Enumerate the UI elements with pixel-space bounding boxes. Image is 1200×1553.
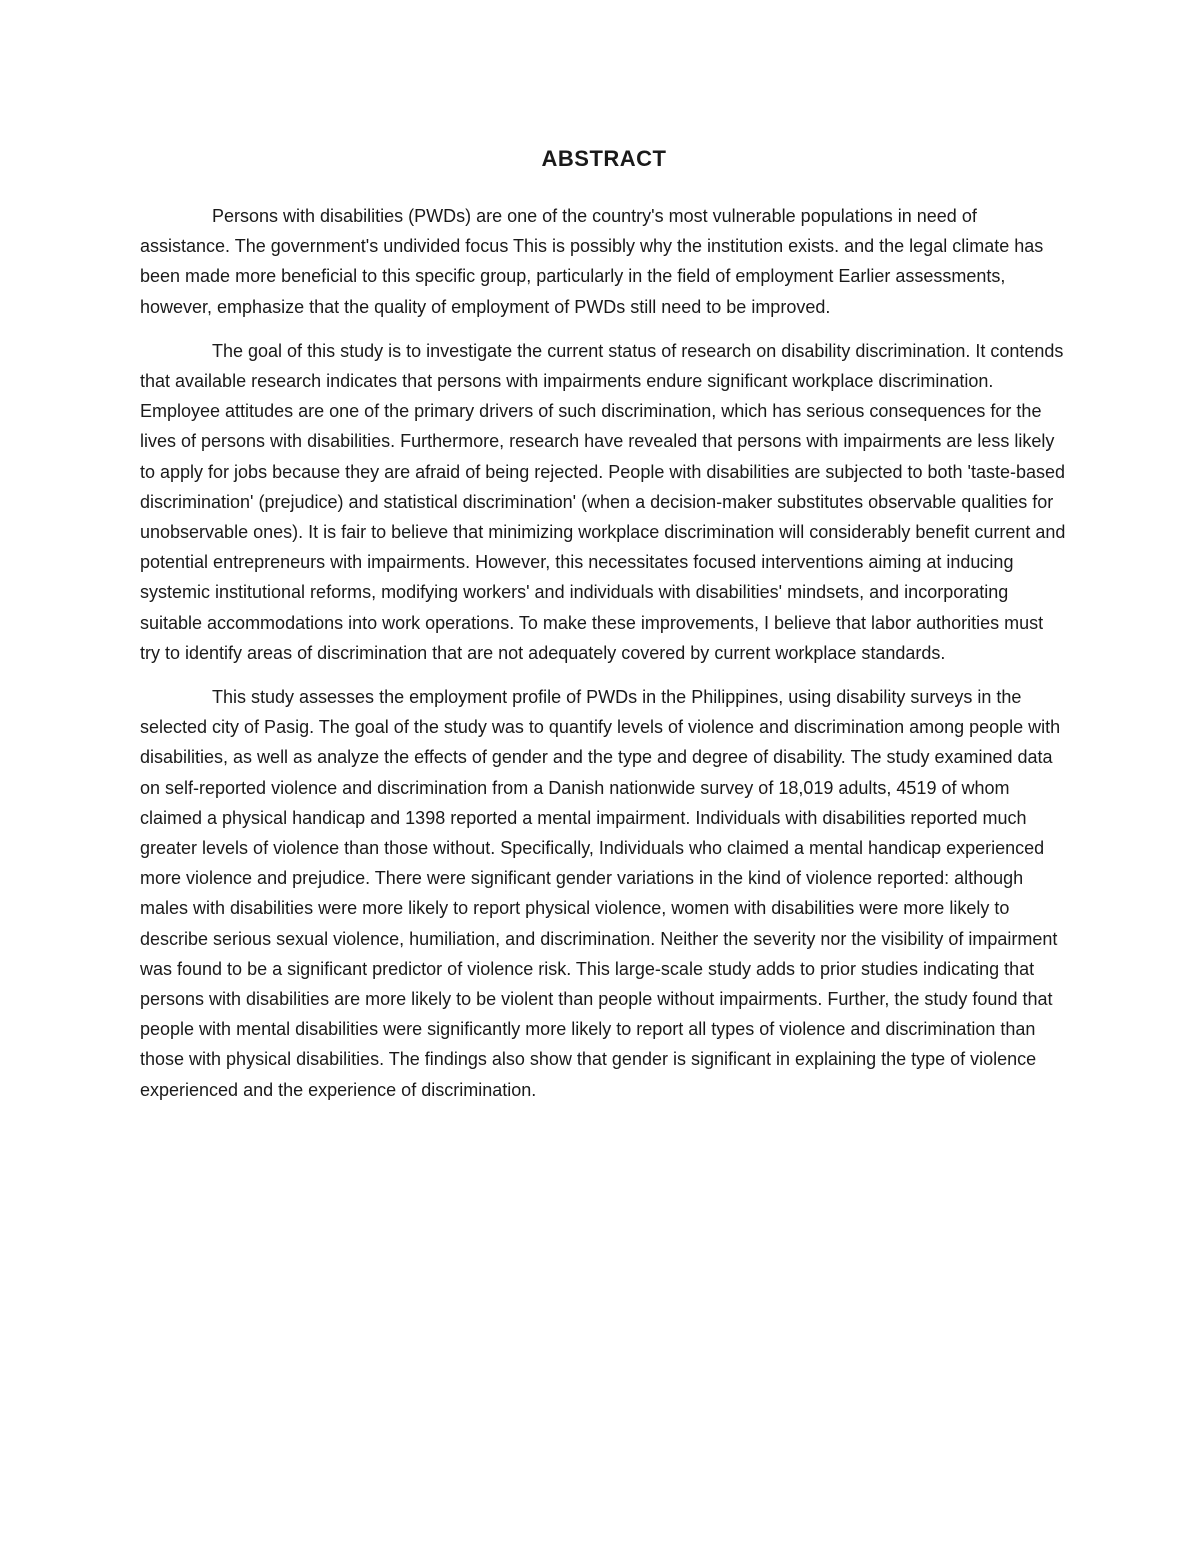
abstract-paragraph-2: The goal of this study is to investigate the current status of research on disability discrimination. It contends that available research indicates that persons with impairments endure significant workplace discrimination. Employee attitudes are one of the primary drivers of such discrimination, which has serious consequences for the lives of persons with disabilities. Furthermore, research have revealed that persons with impairments are less likely to apply for jobs because they are afraid of being rejected. People with disabilities are subjected to both 'taste-based discrimination' (prejudice) and statistical discrimination' (when a decision-maker substitutes observable qualities for unobservable ones). It is fair to believe that minimizing workplace discrimination will considerably benefit current and potential entrepreneurs with impairments. However, this necessitates focused interventions aiming at inducing systemic institutional reforms, modifying workers' and individuals with disabilities' mindsets, and incorporating suitable accommodations into work operations. To make these improvements, I believe that labor authorities must try to identify areas of discrimination that are not adequately covered by current workplace standards. — [140, 340, 1066, 663]
abstract-paragraph-1: Persons with disabilities (PWDs) are one of the country's most vulnerable populations in need of assistance. The government's undivided focus This is possibly why the institution exists. and the legal climate has been made more beneficial to this specific group, particularly in the field of employment Earlier assessments, however, emphasize that the quality of employment of PWDs still need to be improved. — [140, 206, 1044, 317]
abstract-section — [140, 142, 1068, 1119]
abstract-title: ABSTRACT — [541, 146, 667, 171]
abstract-paragraph-3: This study assesses the employment profile of PWDs in the Philippines, using disability surveys in the selected city of Pasig. The goal of the study was to quantify levels of violence and discrimination among people with disabilities, as well as analyze the effects of gender and the type and degree of disability. The study examined data on self-reported violence and discrimination from a Danish nationwide survey of 18,019 adults, 4519 of whom claimed a physical handicap and 1398 reported a mental impairment. Individuals with disabilities reported much greater levels of violence than those without. Specifically, Individuals who claimed a mental handicap experienced more violence and prejudice. There were significant gender variations in the kind of violence reported: although males with disabilities were more likely to report physical violence, women with disabilities were more likely to describe serious sexual violence, humiliation, and discrimination. Neither the severity nor the visibility of impairment was found to be a significant predictor of violence risk. This large-scale study adds to prior studies indicating that persons with disabilities are more likely to be violent than people without impairments. Further, the study found that people with mental disabilities were significantly more likely to report all types of violence and discrimination than those with physical disabilities. The findings also show that gender is significant in explaining the type of violence experienced and the experience of discrimination. — [140, 687, 1061, 1100]
